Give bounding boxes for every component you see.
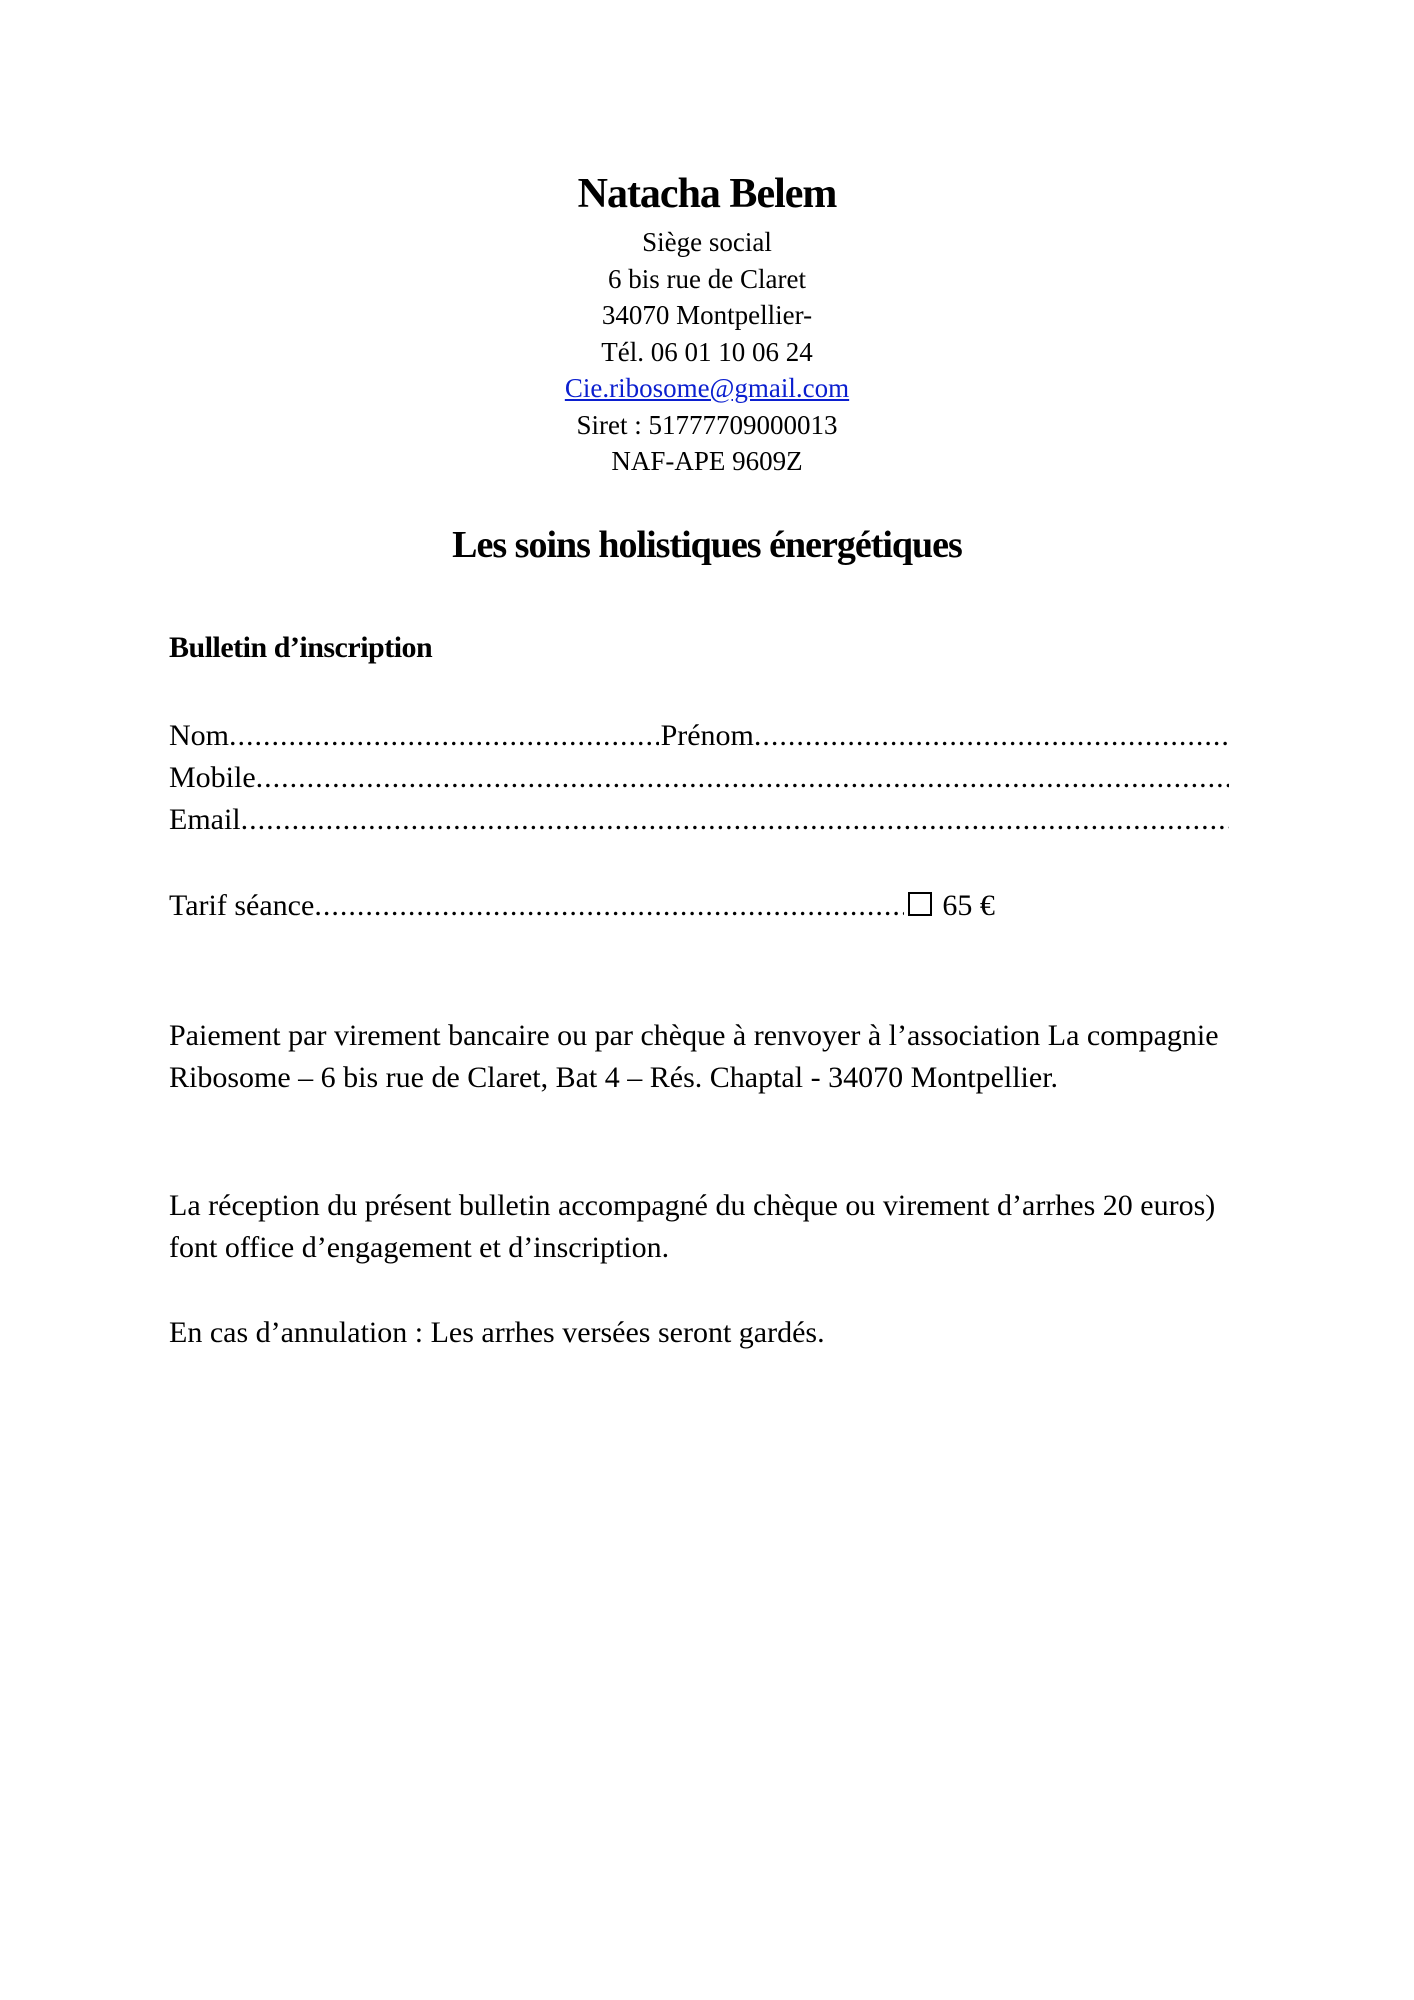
naf-code: NAF-APE 9609Z: [611, 446, 803, 476]
mobile-field[interactable]: [256, 757, 1229, 799]
street-address: 6 bis rue de Claret: [608, 263, 806, 294]
email-row: [169, 799, 1229, 841]
email-field[interactable]: [241, 799, 1229, 841]
form-heading: Bulletin d’inscription: [169, 631, 433, 664]
tarif-label: Tarif séance: [169, 889, 315, 922]
organization-name: Natacha Belem: [577, 171, 837, 217]
tarif-checkbox[interactable]: [908, 892, 932, 916]
nom-label: Nom: [169, 719, 229, 752]
siret-number: Siret : 51777709000013: [576, 409, 838, 440]
prenom-field[interactable]: [754, 715, 1229, 757]
payment-paragraph: Paiement par virement bancaire ou par chèque à renvoyer à l’association La compagnie Ribosome – 6 bis rue de Claret, Bat 4 – Rés. Chaptal - 34070 Montpellier.: [169, 1019, 1219, 1094]
postal-city: 34070 Montpellier-: [601, 300, 813, 330]
email-line: [0, 370, 1414, 407]
email-link[interactable]: Cie.ribosome@gmail.com: [564, 373, 850, 403]
document-title: Les soins holistiques énergétiques: [452, 524, 962, 566]
head-office-label: Siège social: [642, 227, 772, 257]
phone-number: Tél. 06 01 10 06 24: [601, 336, 813, 367]
tarif-row: [169, 885, 1009, 927]
email-label: Email: [169, 803, 241, 836]
nom-field[interactable]: [229, 715, 659, 757]
reception-paragraph: La réception du présent bulletin accompagné du chèque ou virement d’arrhes 20 euros) font office d’engagement et d’inscription.: [169, 1189, 1216, 1264]
letterhead: [0, 168, 1414, 480]
name-row: [169, 715, 1229, 757]
cancellation-paragraph: En cas d’annulation : Les arrhes versées seront gardés.: [169, 1316, 825, 1349]
tarif-price: 65 €: [942, 889, 995, 922]
mobile-row: [169, 757, 1229, 799]
tarif-dots: [314, 885, 904, 927]
prenom-label: Prénom: [660, 719, 754, 752]
mobile-label: Mobile: [169, 761, 256, 794]
